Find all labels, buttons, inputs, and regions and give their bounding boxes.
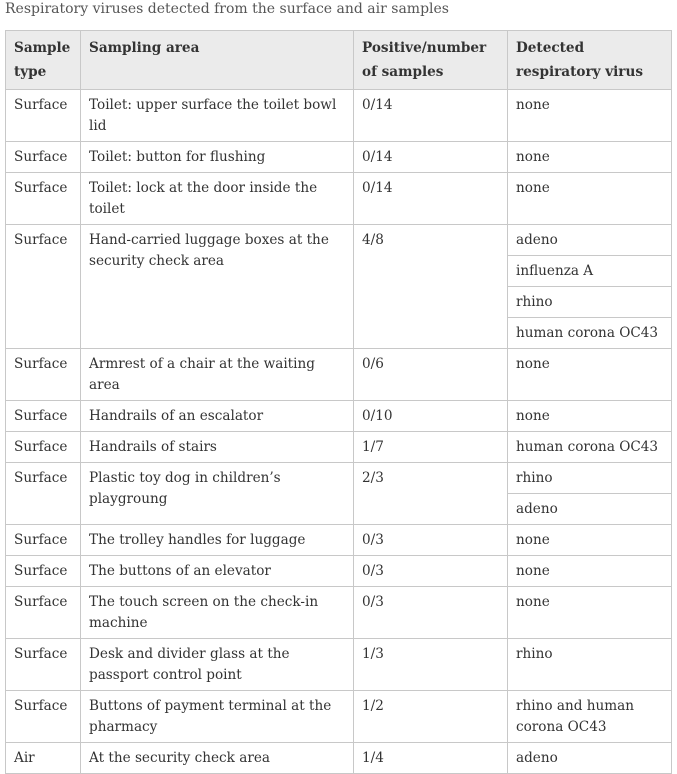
cell-sample-type: Surface [6,142,81,173]
header-virus: Detected respiratory virus [508,31,672,90]
cell-sampling-area: The touch screen on the check-in machine [81,587,354,639]
cell-virus: influenza A [508,256,672,287]
cell-sample-type: Surface [6,349,81,401]
cell-virus: none [508,556,672,587]
cell-virus: none [508,142,672,173]
cell-virus: adeno [508,494,672,525]
cell-positive: 0/14 [354,173,508,225]
cell-sample-type: Surface [6,225,81,349]
cell-sampling-area: Handrails of an escalator [81,401,354,432]
cell-sampling-area: Toilet: upper surface the toilet bowl lid [81,90,354,142]
cell-sampling-area: The trolley handles for luggage [81,525,354,556]
cell-sample-type: Surface [6,556,81,587]
cell-positive: 0/6 [354,349,508,401]
cell-sampling-area: Armrest of a chair at the waiting area [81,349,354,401]
table-row [6,225,672,256]
cell-sample-type: Surface [6,401,81,432]
table-row [6,463,672,494]
cell-sample-type: Surface [6,463,81,525]
cell-positive: 1/7 [354,432,508,463]
cell-sampling-area: Buttons of payment terminal at the pharmacy [81,691,354,743]
header-sample-type: Sample type [6,31,81,90]
cell-virus: none [508,401,672,432]
header-row [6,31,672,90]
cell-positive: 0/10 [354,401,508,432]
table-row [6,525,672,556]
cell-positive: 0/3 [354,525,508,556]
cell-sample-type: Surface [6,90,81,142]
cell-sampling-area: Toilet: button for flushing [81,142,354,173]
cell-sample-type: Surface [6,173,81,225]
cell-sample-type: Air [6,743,81,774]
cell-virus: none [508,349,672,401]
cell-sampling-area: At the security check area [81,743,354,774]
cell-positive: 2/3 [354,463,508,525]
cell-virus: rhino [508,287,672,318]
table-row [6,401,672,432]
cell-virus: human corona OC43 [508,318,672,349]
cell-virus: adeno [508,225,672,256]
cell-sample-type: Surface [6,639,81,691]
cell-virus: rhino [508,463,672,494]
table-row [6,90,672,142]
cell-sampling-area: Toilet: lock at the door inside the toilet [81,173,354,225]
cell-positive: 0/3 [354,587,508,639]
cell-sample-type: Surface [6,525,81,556]
header-positive: Positive/number of samples [354,31,508,90]
table-row [6,556,672,587]
cell-virus: human corona OC43 [508,432,672,463]
cell-positive: 0/14 [354,142,508,173]
cell-positive: 0/3 [354,556,508,587]
cell-virus: adeno [508,743,672,774]
cell-virus: none [508,525,672,556]
cell-sampling-area: The buttons of an elevator [81,556,354,587]
table-row [6,743,672,774]
cell-positive: 1/3 [354,639,508,691]
cell-virus: none [508,587,672,639]
cell-virus: rhino [508,639,672,691]
cell-sampling-area: Hand-carried luggage boxes at the security check area [81,225,354,349]
table-row [6,142,672,173]
cell-sampling-area: Plastic toy dog in children’s playgroung [81,463,354,525]
cell-positive: 1/4 [354,743,508,774]
table-row [6,587,672,639]
table-body [6,90,672,774]
cell-virus: none [508,90,672,142]
table-row [6,691,672,743]
cell-positive: 4/8 [354,225,508,349]
header-sampling-area: Sampling area [81,31,354,90]
cell-sample-type: Surface [6,587,81,639]
cell-sample-type: Surface [6,691,81,743]
table-row [6,349,672,401]
table-header [6,31,672,90]
cell-positive: 0/14 [354,90,508,142]
table-row [6,173,672,225]
virus-table [5,30,672,774]
cell-sampling-area: Desk and divider glass at the passport control point [81,639,354,691]
table-caption: Respiratory viruses detected from the surface and air samples [5,1,449,17]
table-row [6,639,672,691]
cell-positive: 1/2 [354,691,508,743]
table-row [6,432,672,463]
cell-sampling-area: Handrails of stairs [81,432,354,463]
cell-virus: rhino and human corona OC43 [508,691,672,743]
cell-virus: none [508,173,672,225]
cell-sample-type: Surface [6,432,81,463]
